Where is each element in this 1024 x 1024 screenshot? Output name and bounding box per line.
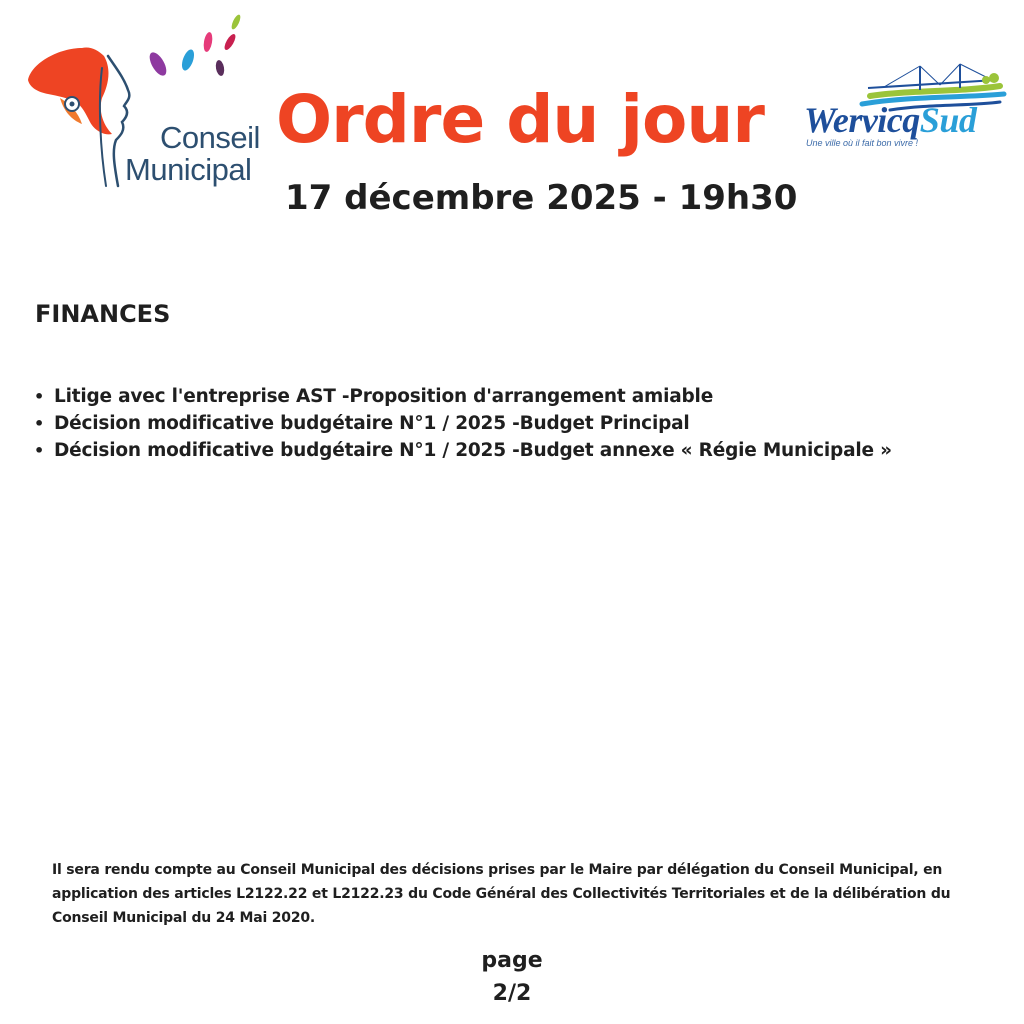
wervicq-sud-logo	[800, 60, 1010, 160]
logo-text-municipal: Municipal	[125, 152, 252, 187]
conseil-municipal-logo	[20, 8, 260, 198]
wervicq-sud-wordmark: WervicqSud	[804, 100, 977, 140]
logo-text-conseil: Conseil	[160, 120, 260, 155]
delegation-footnote: Il sera rendu compte au Conseil Municipal des décisions prises par le Maire par délégation du Conseil Municipal, en application des articles L2122.22 et L2122.23 du Code Général des Collectivités Territoriales et de la délibération du Conseil Municipal du 24 Mai 2020.	[52, 862, 951, 926]
agenda-item: • Décision modificative budgétaire N°1 / 2025 -Budget Principal	[34, 410, 892, 437]
agenda-item: • Décision modificative budgétaire N°1 / 2025 -Budget annexe « Régie Municipale »	[34, 437, 892, 464]
section-heading-finances: FINANCES	[35, 300, 171, 328]
meeting-date: 17 décembre 2025 - 19h30	[285, 178, 798, 218]
page-number	[412, 944, 612, 1010]
page-word: page	[481, 948, 543, 973]
page-count: 2/2	[492, 981, 532, 1006]
wervicq-tagline: Une ville où il fait bon vivre !	[806, 138, 919, 148]
agenda-list	[34, 383, 892, 464]
bullet-icon: •	[34, 414, 45, 433]
bullet-icon: •	[34, 441, 45, 460]
page-title: Ordre du jour	[276, 81, 764, 158]
bullet-icon: •	[34, 387, 45, 406]
agenda-item: • Litige avec l'entreprise AST -Proposition d'arrangement amiable	[34, 383, 892, 410]
